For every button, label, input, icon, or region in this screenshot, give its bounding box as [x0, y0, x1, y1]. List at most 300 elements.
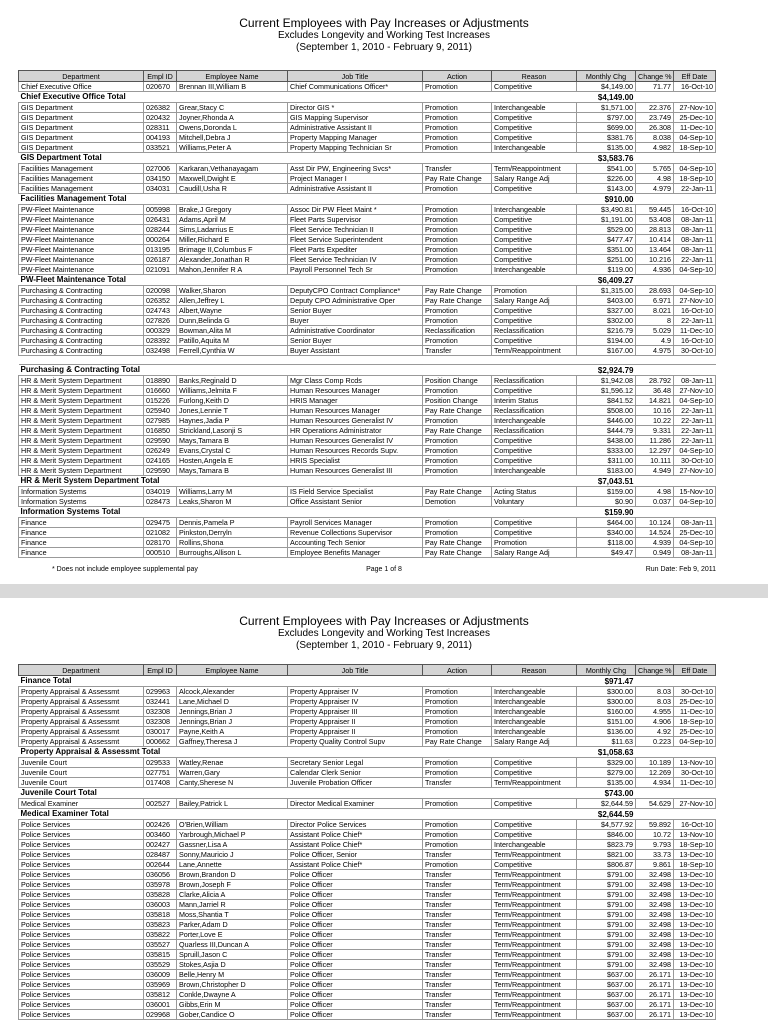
table-cell: 08-Jan-11 [674, 215, 716, 225]
table-cell: Term/Reappointment [492, 870, 577, 880]
total-value: $2,644.59 [577, 809, 636, 820]
table-row [19, 215, 716, 225]
table-cell: Salary Range Adj [492, 296, 577, 306]
table-cell: Transfer [423, 950, 492, 960]
table-cell: Director Police Services [288, 820, 423, 830]
table-cell: 22-Jan-11 [674, 426, 716, 436]
table-cell: 028392 [144, 336, 177, 346]
table-cell: Payroll Personnel Tech Sr [288, 265, 423, 275]
table-row [19, 518, 716, 528]
table-cell: Police Services [19, 880, 144, 890]
table-cell: 035529 [144, 960, 177, 970]
table-cell: 002427 [144, 840, 177, 850]
table-cell: Alcock,Alexander [177, 687, 288, 697]
table-cell: Promotion [423, 103, 492, 113]
table-cell: Promotion [423, 697, 492, 707]
table-cell: Promotion [423, 717, 492, 727]
table-cell: $183.00 [577, 466, 636, 476]
table-cell: PW-Fleet Maintenance [19, 235, 144, 245]
table-cell: 020098 [144, 286, 177, 296]
table-cell: 13-Dec-10 [674, 950, 716, 960]
department-total-row [19, 676, 716, 687]
table-cell: Transfer [423, 970, 492, 980]
table-cell: Juvenile Court [19, 758, 144, 768]
table-row [19, 133, 716, 143]
total-label: Finance Total [19, 676, 288, 687]
table-cell: 13-Dec-10 [674, 970, 716, 980]
table-cell: 000264 [144, 235, 177, 245]
table-cell: Police Officer [288, 980, 423, 990]
table-row [19, 1010, 716, 1020]
table-cell: Promotion [423, 82, 492, 92]
table-cell: Term/Reappointment [492, 940, 577, 950]
table-cell: 4.934 [636, 778, 674, 788]
table-cell: 11-Dec-10 [674, 707, 716, 717]
table-cell: Interchangeable [492, 840, 577, 850]
table-cell: 034031 [144, 184, 177, 194]
table-cell: Promotion [423, 707, 492, 717]
table-cell: $1,571.00 [577, 103, 636, 113]
table-cell: Patillo,Aquita M [177, 336, 288, 346]
table-cell: $791.00 [577, 890, 636, 900]
table-cell: Juvenile Court [19, 778, 144, 788]
table-cell: 18-Sep-10 [674, 840, 716, 850]
table-cell: Transfer [423, 980, 492, 990]
table-cell: 32.498 [636, 870, 674, 880]
table-cell: Transfer [423, 1010, 492, 1020]
table-cell: 32.498 [636, 960, 674, 970]
table-cell: 10.22 [636, 416, 674, 426]
table-cell: Pay Rate Change [423, 737, 492, 747]
table-cell: Pay Rate Change [423, 406, 492, 416]
table-cell: Promotion [423, 860, 492, 870]
table-cell: Mitchell,Debra J [177, 133, 288, 143]
table-cell: 016660 [144, 386, 177, 396]
table-cell: 13-Dec-10 [674, 1010, 716, 1020]
table-cell: $300.00 [577, 687, 636, 697]
table-cell: Term/Reappointment [492, 980, 577, 990]
total-value: $6,409.27 [577, 275, 636, 286]
table-cell: Police Services [19, 1010, 144, 1020]
table-cell: Human Resources Generalist IV [288, 416, 423, 426]
table-row [19, 920, 716, 930]
table-row [19, 870, 716, 880]
total-label: PW-Fleet Maintenance Total [19, 275, 288, 286]
table-cell: Hosten,Angela E [177, 456, 288, 466]
table-cell: Competitive [492, 306, 577, 316]
table-cell: Adams,April M [177, 215, 288, 225]
table-cell: Alexander,Jonathan R [177, 255, 288, 265]
table-cell: 08-Jan-11 [674, 245, 716, 255]
table-cell: 28.813 [636, 225, 674, 235]
table-row [19, 316, 716, 326]
table-cell: Director Medical Examiner [288, 799, 423, 809]
table-cell: 020670 [144, 82, 177, 92]
table-cell: 028244 [144, 225, 177, 235]
table-cell: Property Appraiser II [288, 727, 423, 737]
total-label: GIS Department Total [19, 153, 288, 164]
table-row [19, 799, 716, 809]
table-cell: 08-Jan-11 [674, 548, 716, 558]
table-cell: Police Officer [288, 940, 423, 950]
total-value: $910.00 [577, 194, 636, 205]
table-cell: 10.124 [636, 518, 674, 528]
table-row [19, 820, 716, 830]
table-cell: Police Officer [288, 1000, 423, 1010]
table-cell: 9.861 [636, 860, 674, 870]
table-cell: $791.00 [577, 930, 636, 940]
table-cell: Lane,Annette [177, 860, 288, 870]
table-cell: Purchasing & Contracting [19, 316, 144, 326]
table-cell: Promotion [423, 820, 492, 830]
table-cell: 035818 [144, 910, 177, 920]
table-cell: $351.00 [577, 245, 636, 255]
table-cell: Strickland,Lasonji S [177, 426, 288, 436]
table-cell: 27-Nov-10 [674, 799, 716, 809]
table-cell: Promotion [423, 316, 492, 326]
table-cell: Police Services [19, 870, 144, 880]
table-cell: Transfer [423, 910, 492, 920]
table-cell: Promotion [423, 255, 492, 265]
table-cell: 4.939 [636, 538, 674, 548]
table-cell: $151.00 [577, 717, 636, 727]
table-cell: $119.00 [577, 265, 636, 275]
table-cell: PW-Fleet Maintenance [19, 205, 144, 215]
table-cell: $797.00 [577, 113, 636, 123]
table-cell: Competitive [492, 456, 577, 466]
table-cell: 029963 [144, 687, 177, 697]
table-cell: Warren,Gary [177, 768, 288, 778]
table-cell: Transfer [423, 870, 492, 880]
table-cell: 8.03 [636, 687, 674, 697]
table-cell: $381.76 [577, 133, 636, 143]
table-cell: Interchangeable [492, 727, 577, 737]
table-cell: Jennings,Brian J [177, 707, 288, 717]
table-cell: $806.87 [577, 860, 636, 870]
table-cell: Reclassification [492, 326, 577, 336]
table-cell: Karkaran,Vethanayagam [177, 164, 288, 174]
table-cell: 4.9 [636, 336, 674, 346]
table-cell: $403.00 [577, 296, 636, 306]
table-cell: 25-Dec-10 [674, 528, 716, 538]
table-cell: Competitive [492, 768, 577, 778]
table-cell: Jennings,Brian J [177, 717, 288, 727]
table-cell: Police Services [19, 930, 144, 940]
table-cell: PW-Fleet Maintenance [19, 225, 144, 235]
table-cell: 18-Sep-10 [674, 174, 716, 184]
table-cell: 026382 [144, 103, 177, 113]
table-cell: 04-Sep-10 [674, 446, 716, 456]
table-cell: Transfer [423, 778, 492, 788]
table-cell: Competitive [492, 528, 577, 538]
department-total-row [19, 275, 716, 286]
table-cell: Chief Executive Office [19, 82, 144, 92]
table-cell: 017408 [144, 778, 177, 788]
table-cell: 16-Oct-10 [674, 820, 716, 830]
table-cell: Gober,Candice O [177, 1010, 288, 1020]
table-cell: 12.297 [636, 446, 674, 456]
table-cell: Police Services [19, 950, 144, 960]
spacer-row [19, 356, 716, 365]
table-cell: $136.00 [577, 727, 636, 737]
table-cell: $3,490.81 [577, 205, 636, 215]
table-cell: 11.286 [636, 436, 674, 446]
column-header: Empl ID [144, 665, 177, 676]
table-cell: 002527 [144, 799, 177, 809]
table-cell: 26.308 [636, 123, 674, 133]
table-cell: 22.376 [636, 103, 674, 113]
table-cell: Promotion [423, 456, 492, 466]
table-cell: Mahon,Jennifer R A [177, 265, 288, 275]
table-cell: HR & Merit System Department [19, 446, 144, 456]
table-cell: Salary Range Adj [492, 548, 577, 558]
table-cell: Competitive [492, 386, 577, 396]
table-cell: HR & Merit System Department [19, 456, 144, 466]
table-cell: Evans,Crystal C [177, 446, 288, 456]
table-cell: Joyner,Rhonda A [177, 113, 288, 123]
table-cell: Brown,Brandon D [177, 870, 288, 880]
table-cell: Juvenile Court [19, 768, 144, 778]
table-cell: Police Officer [288, 910, 423, 920]
table-cell: Term/Reappointment [492, 890, 577, 900]
table-cell: Promotion [423, 143, 492, 153]
table-cell: 015226 [144, 396, 177, 406]
table-cell: Competitive [492, 235, 577, 245]
footnote: * Does not include employee supplemental pay [52, 566, 198, 573]
table-cell: 0.037 [636, 497, 674, 507]
total-value: $971.47 [577, 676, 636, 687]
table-cell: Deputy CPO Administrative Oper [288, 296, 423, 306]
table-cell: Purchasing & Contracting [19, 306, 144, 316]
table-cell: Information Systems [19, 497, 144, 507]
table-cell: Term/Reappointment [492, 910, 577, 920]
table-cell: Williams,Peter A [177, 143, 288, 153]
table-cell: Transfer [423, 920, 492, 930]
table-row [19, 346, 716, 356]
table-cell: 23.749 [636, 113, 674, 123]
table-cell: Reclassification [492, 376, 577, 386]
table-row [19, 306, 716, 316]
table-cell: Police Officer [288, 970, 423, 980]
table-cell: $49.47 [577, 548, 636, 558]
total-value: $2,924.79 [577, 365, 636, 376]
table-cell: $637.00 [577, 970, 636, 980]
table-cell: Administrative Assistant II [288, 184, 423, 194]
table-cell: 27-Nov-10 [674, 386, 716, 396]
table-cell: Promotion [423, 436, 492, 446]
table-cell: $444.79 [577, 426, 636, 436]
table-row [19, 950, 716, 960]
table-cell: Information Systems [19, 487, 144, 497]
table-cell: Accounting Tech Senior [288, 538, 423, 548]
table-cell: Finance [19, 538, 144, 548]
table-cell: 9.331 [636, 426, 674, 436]
table-cell: 18-Sep-10 [674, 860, 716, 870]
table-cell: Pay Rate Change [423, 538, 492, 548]
table-cell: GIS Department [19, 123, 144, 133]
table-cell: 035828 [144, 890, 177, 900]
table-cell: $823.79 [577, 840, 636, 850]
run-date: Run Date: Feb 9, 2011 [645, 566, 716, 573]
table-cell: 027006 [144, 164, 177, 174]
table-cell: 036001 [144, 1000, 177, 1010]
table-cell: Term/Reappointment [492, 920, 577, 930]
table-cell: O'Brien,William [177, 820, 288, 830]
table-row [19, 466, 716, 476]
table-cell: 028473 [144, 497, 177, 507]
table-cell: GIS Department [19, 133, 144, 143]
table-cell: 028311 [144, 123, 177, 133]
table-cell: 71.77 [636, 82, 674, 92]
table-cell: Buyer Assistant [288, 346, 423, 356]
table-cell: 036009 [144, 970, 177, 980]
report-title: Current Employees with Pay Increases or Adjustments [239, 16, 529, 30]
table-cell: Parker,Adam D [177, 920, 288, 930]
total-label: Property Appraisal & Assessmt Total [19, 747, 177, 758]
table-cell: Burroughs,Allison L [177, 548, 288, 558]
department-total-row [19, 476, 716, 487]
report-period: (September 1, 2010 - February 9, 2011) [295, 640, 473, 651]
table-cell: Allen,Jeffrey L [177, 296, 288, 306]
table-cell: Competitive [492, 316, 577, 326]
table-cell: Mays,Tamara B [177, 466, 288, 476]
table-cell: Transfer [423, 960, 492, 970]
table-cell: Brennan III,William B [177, 82, 288, 92]
table-row [19, 980, 716, 990]
table-cell: Property Appraiser IV [288, 697, 423, 707]
table-cell: 33.73 [636, 850, 674, 860]
table-cell: Pay Rate Change [423, 487, 492, 497]
table-cell: Fleet Service Superintendent [288, 235, 423, 245]
table-cell: Competitive [492, 446, 577, 456]
table-cell: Police Officer [288, 890, 423, 900]
table-cell: Facilities Management [19, 174, 144, 184]
table-row [19, 970, 716, 980]
table-row [19, 910, 716, 920]
table-cell: HRIS Specialist [288, 456, 423, 466]
table-cell: $194.00 [577, 336, 636, 346]
table-row [19, 840, 716, 850]
table-row [19, 113, 716, 123]
table-cell: Reclassification [492, 426, 577, 436]
table-cell: 11-Dec-10 [674, 123, 716, 133]
table-cell: HR & Merit System Department [19, 416, 144, 426]
table-cell: Human Resources Generalist III [288, 466, 423, 476]
column-header: Department [19, 71, 144, 82]
table-row [19, 103, 716, 113]
table-cell: $791.00 [577, 910, 636, 920]
table-cell: Competitive [492, 758, 577, 768]
table-cell: Rollins,Shona [177, 538, 288, 548]
table-cell: Assoc Dir PW Fleet Maint * [288, 205, 423, 215]
table-cell: Property Appraisal & Assessmt [19, 687, 144, 697]
table-cell: 8.021 [636, 306, 674, 316]
table-cell: $226.00 [577, 174, 636, 184]
column-header: Reason [492, 665, 577, 676]
table-cell: Director GIS * [288, 103, 423, 113]
table-cell: Assistant Police Chief* [288, 830, 423, 840]
table-cell: Pay Rate Change [423, 296, 492, 306]
table-cell: Yarbrough,Michael P [177, 830, 288, 840]
column-header: Eff Date [674, 71, 716, 82]
table-cell: Police Services [19, 910, 144, 920]
table-cell: Brimage II,Columbus F [177, 245, 288, 255]
table-cell: Walker,Sharon [177, 286, 288, 296]
table-cell: Police Services [19, 920, 144, 930]
table-row [19, 326, 716, 336]
table-cell: Quarless III,Duncan A [177, 940, 288, 950]
table-cell: Maxwell,Dwight E [177, 174, 288, 184]
table-cell: $699.00 [577, 123, 636, 133]
table-cell: $329.00 [577, 758, 636, 768]
table-cell: Brown,Christopher D [177, 980, 288, 990]
table-cell: $637.00 [577, 990, 636, 1000]
table-row [19, 286, 716, 296]
table-cell: Term/Reappointment [492, 1000, 577, 1010]
column-header: Job Title [288, 71, 423, 82]
table-cell: HR & Merit System Department [19, 386, 144, 396]
table-cell: Human Resources Manager [288, 386, 423, 396]
table-cell: 32.498 [636, 890, 674, 900]
table-row [19, 426, 716, 436]
table-cell: Facilities Management [19, 164, 144, 174]
table-cell: 13-Dec-10 [674, 890, 716, 900]
table-cell: Williams,Jelmita F [177, 386, 288, 396]
table-cell: Promotion [423, 830, 492, 840]
table-cell: Furlong,Keith D [177, 396, 288, 406]
table-cell: Canty,Sherese N [177, 778, 288, 788]
table-cell: Demotion [423, 497, 492, 507]
table-cell: Human Resources Records Supv. [288, 446, 423, 456]
table-cell: 53.408 [636, 215, 674, 225]
table-cell: Reclassification [492, 406, 577, 416]
table-cell: $791.00 [577, 950, 636, 960]
table-cell: Term/Reappointment [492, 960, 577, 970]
table-cell: 0.223 [636, 737, 674, 747]
department-total-row [19, 153, 716, 164]
table-row [19, 1000, 716, 1010]
table-cell: 4.92 [636, 727, 674, 737]
table-cell: 13-Dec-10 [674, 990, 716, 1000]
table-cell: 028170 [144, 538, 177, 548]
table-row [19, 930, 716, 940]
table-row [19, 890, 716, 900]
table-cell: 26.171 [636, 990, 674, 1000]
table-cell: $791.00 [577, 880, 636, 890]
table-cell: Police Services [19, 890, 144, 900]
table-cell: 4.906 [636, 717, 674, 727]
table-cell: 028487 [144, 850, 177, 860]
table-cell: 32.498 [636, 880, 674, 890]
table-cell: 04-Sep-10 [674, 737, 716, 747]
table-cell: Dennis,Pamela P [177, 518, 288, 528]
table-cell: $1,596.12 [577, 386, 636, 396]
table-cell: Office Assistant Senior [288, 497, 423, 507]
table-cell: $637.00 [577, 980, 636, 990]
table-cell: HR & Merit System Department [19, 396, 144, 406]
column-headers [19, 665, 716, 676]
department-total-row [19, 194, 716, 205]
table-cell: Payne,Keith A [177, 727, 288, 737]
table-cell: Term/Reappointment [492, 930, 577, 940]
table-cell: Competitive [492, 245, 577, 255]
total-value: $7,043.51 [577, 476, 636, 487]
table-cell: Pay Rate Change [423, 548, 492, 558]
table-cell: Transfer [423, 880, 492, 890]
table-cell: Administrative Coordinator [288, 326, 423, 336]
table-cell: Grear,Stacy C [177, 103, 288, 113]
table-cell: 4.975 [636, 346, 674, 356]
